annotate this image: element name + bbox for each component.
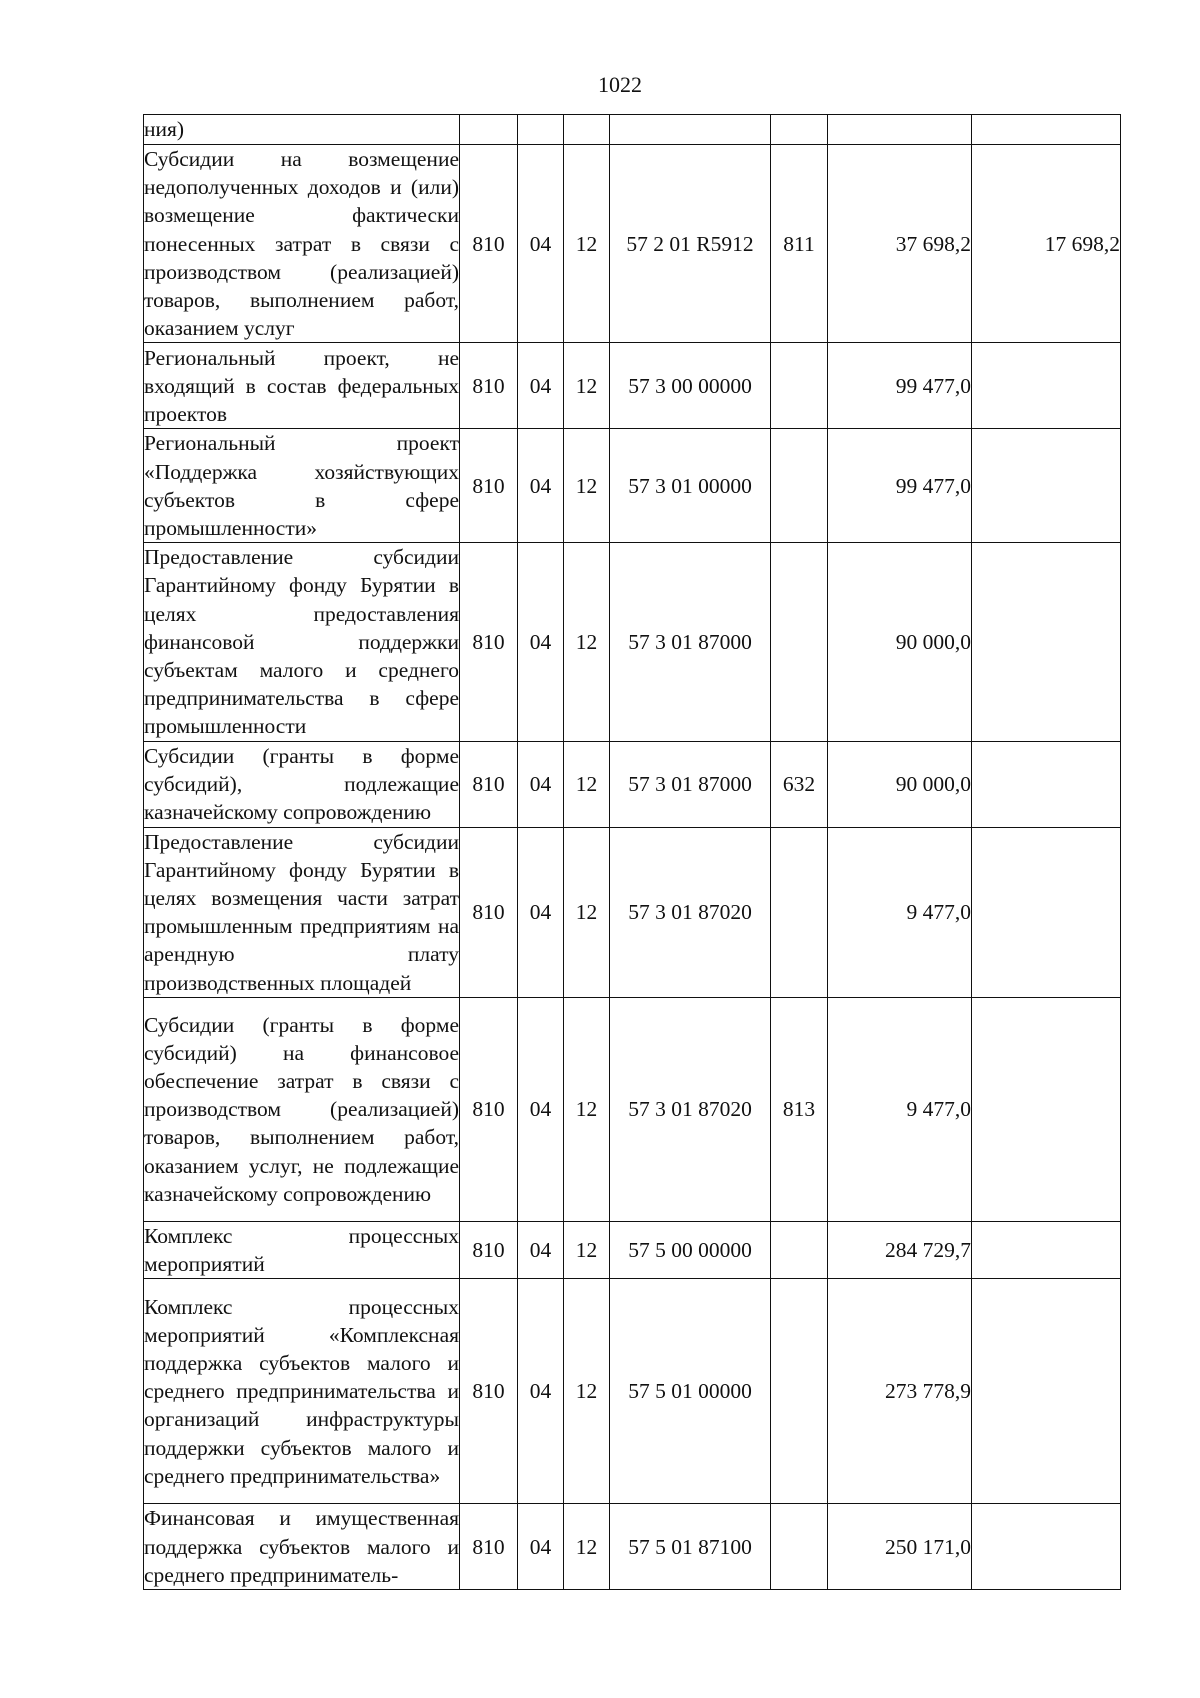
amount-second-cell <box>972 1279 1121 1504</box>
amount-cell: 90 000,0 <box>828 741 972 827</box>
gov-code-cell: 810 <box>460 1221 518 1278</box>
table-row <box>144 997 1121 1221</box>
amount-second-cell <box>972 741 1121 827</box>
expense-type-cell: 632 <box>771 741 828 827</box>
table-row <box>144 115 1121 145</box>
gov-code-cell: 810 <box>460 1504 518 1590</box>
expense-type-cell <box>771 827 828 997</box>
table-row <box>144 543 1121 741</box>
table-row <box>144 1279 1121 1504</box>
amount-cell: 9 477,0 <box>828 997 972 1221</box>
expense-type-cell <box>771 1279 828 1504</box>
target-article-cell: 57 3 00 00000 <box>610 343 771 429</box>
table-row <box>144 1504 1121 1590</box>
expense-type-cell <box>771 115 828 145</box>
target-article-cell: 57 3 01 87000 <box>610 543 771 741</box>
row-name-cell: Субсидии (гранты в форме субсидий) на финансовое обеспечение затрат в связи с производством (реализацией) товаров, выполнением работ, оказанием услуг, не подлежащие казначейскому сопровождению <box>144 997 460 1221</box>
section-cell <box>518 115 564 145</box>
gov-code-cell: 810 <box>460 343 518 429</box>
amount-second-cell <box>972 429 1121 543</box>
gov-code-cell: 810 <box>460 997 518 1221</box>
row-name-cell: Комплекс процессных мероприятий <box>144 1221 460 1278</box>
subsection-cell: 12 <box>564 343 610 429</box>
section-cell: 04 <box>518 741 564 827</box>
section-cell: 04 <box>518 429 564 543</box>
row-name-cell: Комплекс процессных мероприятий «Комплексная поддержка субъектов малого и среднего предпринимательства и организаций инфраструктуры поддержки субъектов малого и среднего предпринимательства» <box>144 1279 460 1504</box>
subsection-cell: 12 <box>564 1279 610 1504</box>
amount-second-cell <box>972 115 1121 145</box>
amount-second-cell <box>972 827 1121 997</box>
subsection-cell: 12 <box>564 741 610 827</box>
amount-cell: 37 698,2 <box>828 145 972 343</box>
gov-code-cell: 810 <box>460 543 518 741</box>
subsection-cell: 12 <box>564 827 610 997</box>
amount-second-cell <box>972 543 1121 741</box>
expense-type-cell: 811 <box>771 145 828 343</box>
row-name-cell: Субсидии (гранты в форме субсидий), подлежащие казначейскому сопровождению <box>144 741 460 827</box>
amount-cell: 250 171,0 <box>828 1504 972 1590</box>
gov-code-cell <box>460 115 518 145</box>
expense-type-cell <box>771 343 828 429</box>
expense-type-cell: 813 <box>771 997 828 1221</box>
gov-code-cell: 810 <box>460 1279 518 1504</box>
amount-cell: 284 729,7 <box>828 1221 972 1278</box>
subsection-cell: 12 <box>564 543 610 741</box>
target-article-cell: 57 3 01 87020 <box>610 997 771 1221</box>
target-article-cell: 57 3 01 87000 <box>610 741 771 827</box>
gov-code-cell: 810 <box>460 827 518 997</box>
expense-type-cell <box>771 543 828 741</box>
table-row <box>144 343 1121 429</box>
section-cell: 04 <box>518 1279 564 1504</box>
amount-cell <box>828 115 972 145</box>
target-article-cell: 57 5 01 00000 <box>610 1279 771 1504</box>
row-name-cell: Субсидии на возмещение недополученных доходов и (или) возмещение фактически понесенных затрат в связи с производством (реализацией) товаров, выполнением работ, оказанием услуг <box>144 145 460 343</box>
expense-type-cell <box>771 1504 828 1590</box>
budget-table <box>143 114 1121 1590</box>
row-name-cell: Региональный проект, не входящий в состав федеральных проектов <box>144 343 460 429</box>
target-article-cell: 57 5 00 00000 <box>610 1221 771 1278</box>
table-row <box>144 827 1121 997</box>
row-name-cell: Предоставление субсидии Гарантийному фонду Бурятии в целях предоставления финансовой поддержки субъектам малого и среднего предпринимательства в сфере промышленности <box>144 543 460 741</box>
amount-second-cell <box>972 997 1121 1221</box>
table-body <box>144 115 1121 1590</box>
table-row <box>144 429 1121 543</box>
section-cell: 04 <box>518 1221 564 1278</box>
section-cell: 04 <box>518 827 564 997</box>
section-cell: 04 <box>518 343 564 429</box>
page-number: 1022 <box>598 72 642 97</box>
target-article-cell: 57 2 01 R5912 <box>610 145 771 343</box>
table-row <box>144 741 1121 827</box>
section-cell: 04 <box>518 997 564 1221</box>
expense-type-cell <box>771 429 828 543</box>
gov-code-cell: 810 <box>460 145 518 343</box>
section-cell: 04 <box>518 145 564 343</box>
amount-cell: 273 778,9 <box>828 1279 972 1504</box>
gov-code-cell: 810 <box>460 429 518 543</box>
target-article-cell <box>610 115 771 145</box>
table-row <box>144 1221 1121 1278</box>
table-row <box>144 145 1121 343</box>
expense-type-cell <box>771 1221 828 1278</box>
amount-cell: 99 477,0 <box>828 343 972 429</box>
amount-second-cell <box>972 1504 1121 1590</box>
row-name-cell: Финансовая и имущественная поддержка субъектов малого и среднего предприниматель- <box>144 1504 460 1590</box>
amount-cell: 99 477,0 <box>828 429 972 543</box>
subsection-cell: 12 <box>564 1504 610 1590</box>
amount-second-cell: 17 698,2 <box>972 145 1121 343</box>
section-cell: 04 <box>518 1504 564 1590</box>
row-name-cell: Предоставление субсидии Гарантийному фонду Бурятии в целях возмещения части затрат промышленным предприятиям на арендную плату производственных площадей <box>144 827 460 997</box>
amount-cell: 9 477,0 <box>828 827 972 997</box>
row-name-cell: ния) <box>144 115 460 145</box>
subsection-cell <box>564 115 610 145</box>
gov-code-cell: 810 <box>460 741 518 827</box>
target-article-cell: 57 3 01 87020 <box>610 827 771 997</box>
amount-second-cell <box>972 1221 1121 1278</box>
section-cell: 04 <box>518 543 564 741</box>
row-name-cell: Региональный проект «Поддержка хозяйствующих субъектов в сфере промышленности» <box>144 429 460 543</box>
subsection-cell: 12 <box>564 997 610 1221</box>
subsection-cell: 12 <box>564 1221 610 1278</box>
amount-second-cell <box>972 343 1121 429</box>
amount-cell: 90 000,0 <box>828 543 972 741</box>
subsection-cell: 12 <box>564 145 610 343</box>
subsection-cell: 12 <box>564 429 610 543</box>
target-article-cell: 57 5 01 87100 <box>610 1504 771 1590</box>
target-article-cell: 57 3 01 00000 <box>610 429 771 543</box>
